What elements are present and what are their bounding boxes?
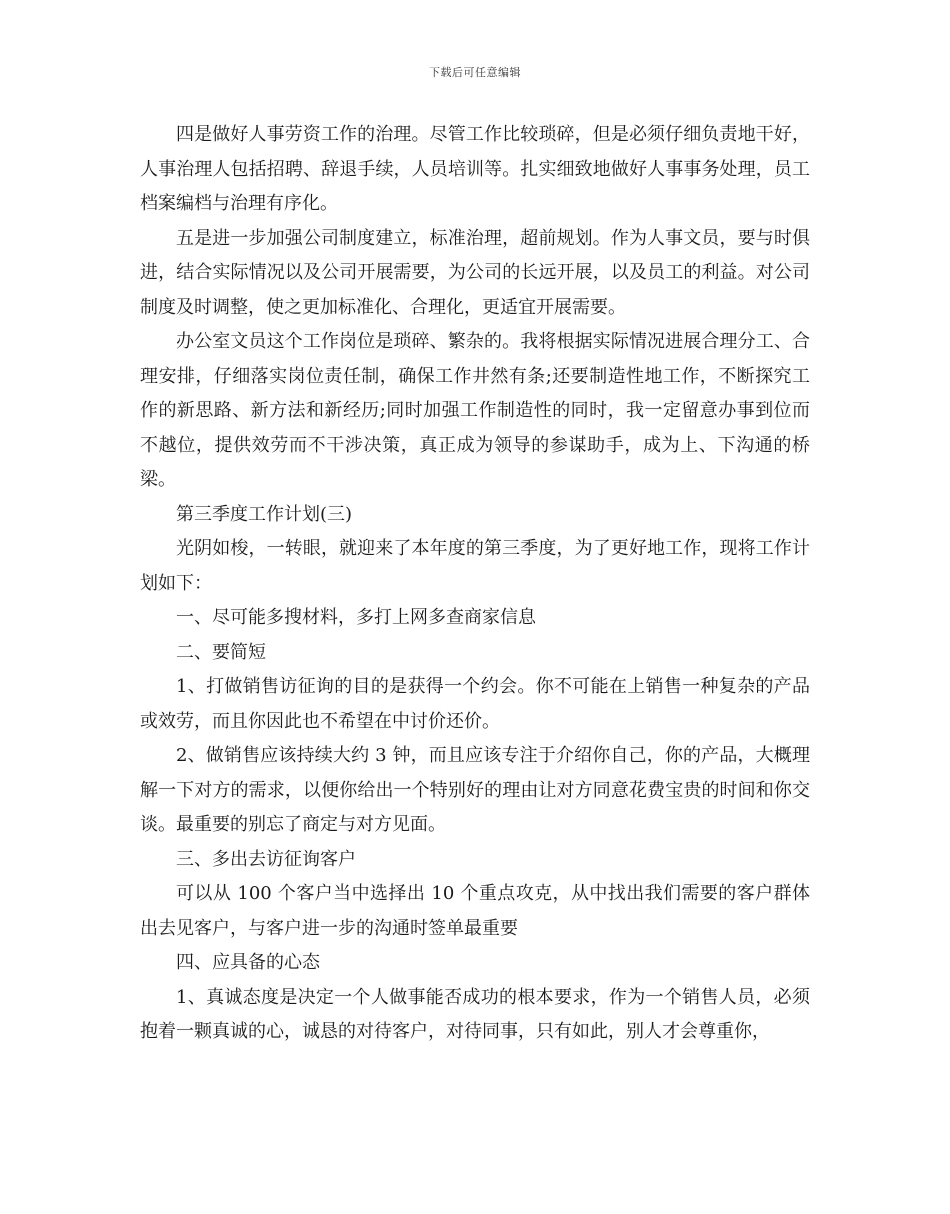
sub-item-4-1: 1、真诚态度是决定一个人做事能否成功的根本要求，作为一个销售人员，必须抱着一颗真诚的心，诚恳的对待客户，对待同事，只有如此，别人才会尊重你， bbox=[140, 986, 810, 1042]
paragraph-customers: 可以从 100 个客户当中选择出 10 个重点攻克，从中找出我们需要的客户群体出去见客户，与客户进一步的沟通时签单最重要 bbox=[140, 883, 810, 939]
list-item-3: 三、多出去访征询客户 bbox=[176, 848, 356, 870]
paragraph-intro: 光阴如梭，一转眼，就迎来了本年度的第三季度，为了更好地工作，现将工作计划如下： bbox=[140, 538, 810, 594]
paragraph-1: 四是做好人事劳资工作的治理。尽管工作比较琐碎，但是必须仔细负责地干好，人事治理人包括招聘、辞退手续，人员培训等。扎实细致地做好人事事务处理，员工档案编档与治理有序化。 bbox=[140, 124, 810, 214]
page-header: 下载后可任意编辑 bbox=[429, 66, 521, 79]
paragraph-2: 五是进一步加强公司制度建立，标准治理，超前规划。作为人事文员，要与时俱进，结合实际情况以及公司开展需要，为公司的长远开展，以及员工的利益。对公司制度及时调整，使之更加标准化、合理化，更适宜开展需要。 bbox=[140, 227, 810, 318]
section-heading-plan-three: 第三季度工作计划(三) bbox=[176, 503, 353, 525]
document-body bbox=[140, 118, 810, 1050]
sub-item-2-1: 1、打做销售访征询的目的是获得一个约会。你不可能在上销售一种复杂的产品或效劳，而且你因此也不希望在中讨价还价。 bbox=[140, 676, 810, 732]
list-item-4: 四、应具备的心态 bbox=[176, 952, 320, 973]
sub-item-2-2: 2、做销售应该持续大约 3 钟，而且应该专注于介绍你自己，你的产品，大概理解一下对方的需求，以便你给出一个特别好的理由让对方同意花费宝贵的时间和你交谈。最重要的别忘了商定与对方见面。 bbox=[140, 745, 810, 835]
list-item-1: 一、尽可能多搜材料，多打上网多查商家信息 bbox=[176, 607, 536, 628]
list-item-2: 二、要简短 bbox=[176, 641, 266, 663]
paragraph-3: 办公室文员这个工作岗位是琐碎、繁杂的。我将根据实际情况进展合理分工、合理安排，仔细落实岗位责任制，确保工作井然有条;还要制造性地工作，不断探究工作的新思路、新方法和新经历;同时加强工作制造性的同时，我一定留意办事到位而不越位，提供效劳而不干涉决策，真正成为领导的参谋助手，成为上、下沟通的桥梁。 bbox=[140, 331, 810, 490]
